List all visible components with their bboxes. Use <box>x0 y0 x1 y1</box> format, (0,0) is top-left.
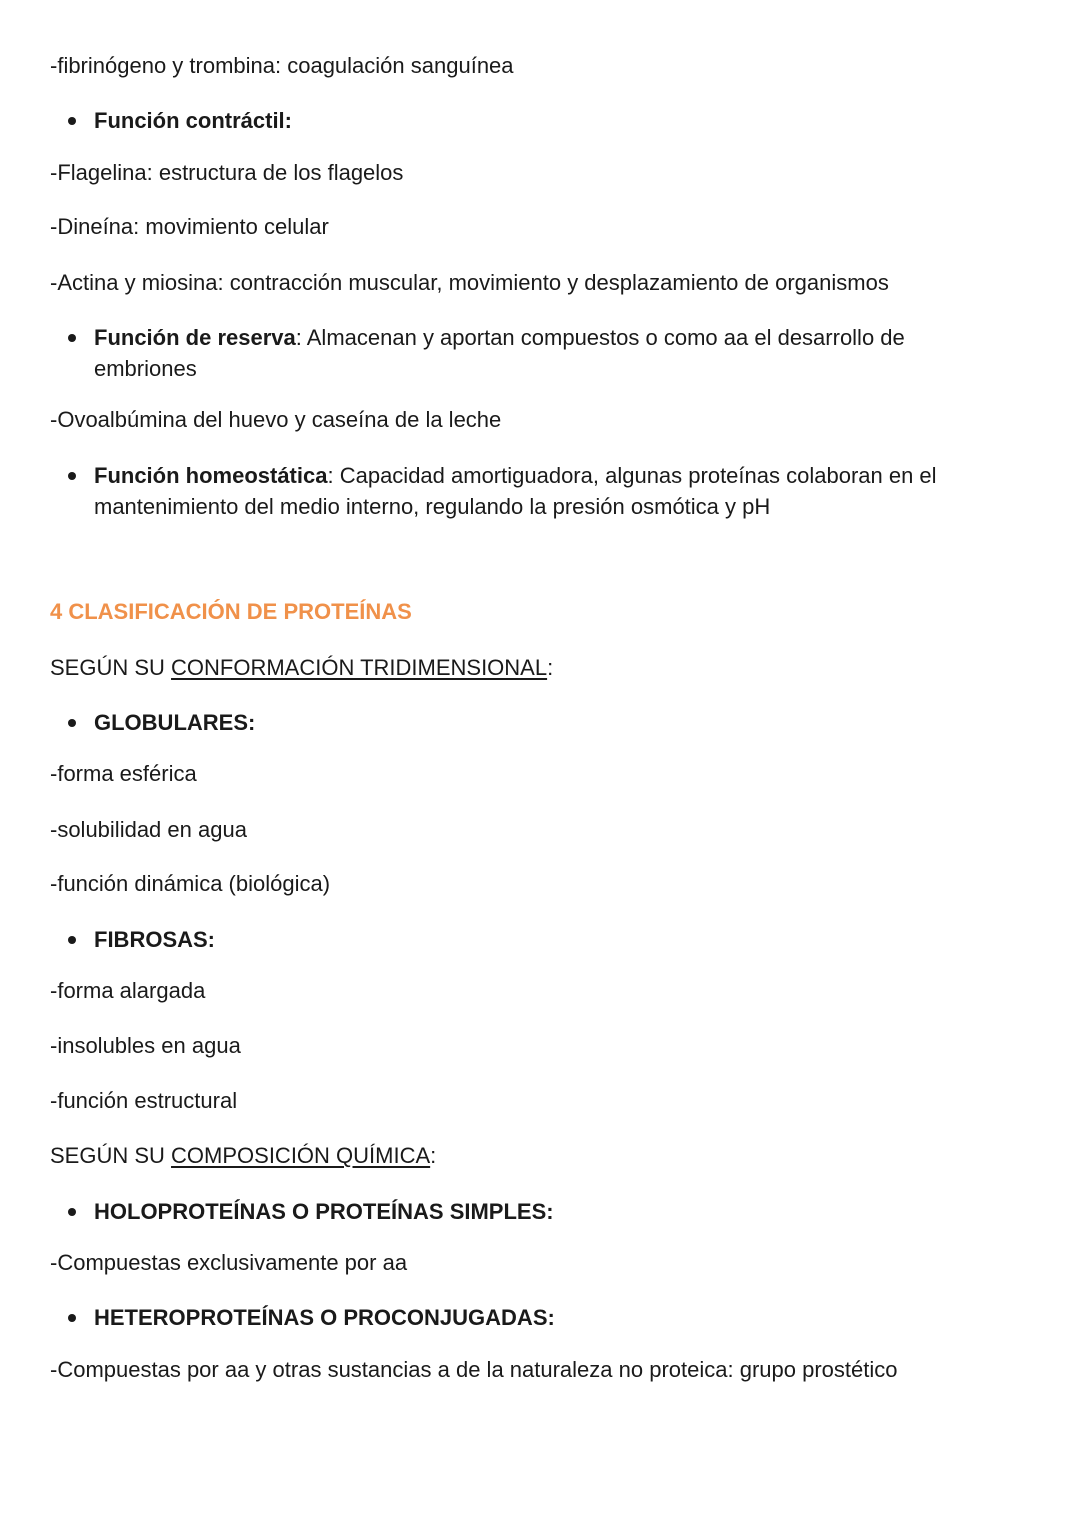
bullet-title: Función de reserva <box>94 325 296 350</box>
criterion-suffix: : <box>547 655 554 680</box>
bullet-text: : Almacenan y aportan compuestos o como aa el desarrollo de embriones <box>94 325 905 381</box>
text-line-compuestas-otras: -Compuestas por aa y otras sustancias a de la naturaleza no proteica: grupo prostético <box>50 1357 898 1382</box>
criterion-term: CONFORMACIÓN TRIDIMENSIONAL <box>171 655 548 680</box>
text-line-funcion-estructural: -función estructural <box>50 1088 238 1113</box>
text-line-compuestas-aa: -Compuestas exclusivamente por aa <box>50 1250 408 1275</box>
criterion-conformacion <box>50 653 553 683</box>
criterion-suffix: : <box>430 1143 437 1168</box>
bullet-title: HETEROPROTEÍNAS O PROCONJUGADAS: <box>94 1305 555 1330</box>
bullet-text: : Capacidad amortiguadora, algunas proteínas colaboran en el mantenimiento del medio interno, regulando la presión osmótica y pH <box>94 463 937 519</box>
text-line-forma-alargada: -forma alargada <box>50 978 206 1003</box>
bullet-funcion-reserva <box>94 322 994 384</box>
bullet-heteroproteinas <box>94 1302 994 1333</box>
bullet-title: GLOBULARES: <box>94 710 256 735</box>
text-line-forma-esferica: -forma esférica <box>50 761 197 786</box>
bullet-title: HOLOPROTEÍNAS O PROTEÍNAS SIMPLES: <box>94 1199 554 1224</box>
section-heading: 4 CLASIFICACIÓN DE PROTEÍNAS <box>50 599 412 624</box>
bullet-holoproteinas <box>94 1196 994 1227</box>
criterion-prefix: SEGÚN SU <box>50 655 172 680</box>
text-line-fibrinogeno: -fibrinógeno y trombina: coagulación sanguínea <box>50 53 514 78</box>
text-line-actina: -Actina y miosina: contracción muscular, movimiento y desplazamiento de organismos <box>50 270 889 295</box>
text-line-solubilidad: -solubilidad en agua <box>50 817 247 842</box>
bullet-title: FIBROSAS: <box>94 927 215 952</box>
text-line-ovoalbumina: -Ovoalbúmina del huevo y caseína de la leche <box>50 407 502 432</box>
bullet-globulares <box>94 707 994 738</box>
criterion-term: COMPOSICIÓN QUÍMICA <box>171 1143 431 1168</box>
text-line-dineina: -Dineína: movimiento celular <box>50 214 329 239</box>
text-line-insolubles: -insolubles en agua <box>50 1033 241 1058</box>
text-line-flagelina: -Flagelina: estructura de los flagelos <box>50 160 404 185</box>
bullet-funcion-homeostatica <box>94 460 994 522</box>
criterion-prefix: SEGÚN SU <box>50 1143 172 1168</box>
bullet-fibrosas <box>94 924 994 955</box>
criterion-composicion <box>50 1141 436 1171</box>
bullet-funcion-contractil <box>94 105 994 136</box>
bullet-title: Función homeostática <box>94 463 328 488</box>
bullet-title: Función contráctil: <box>94 108 292 133</box>
text-line-funcion-dinamica: -función dinámica (biológica) <box>50 871 331 896</box>
